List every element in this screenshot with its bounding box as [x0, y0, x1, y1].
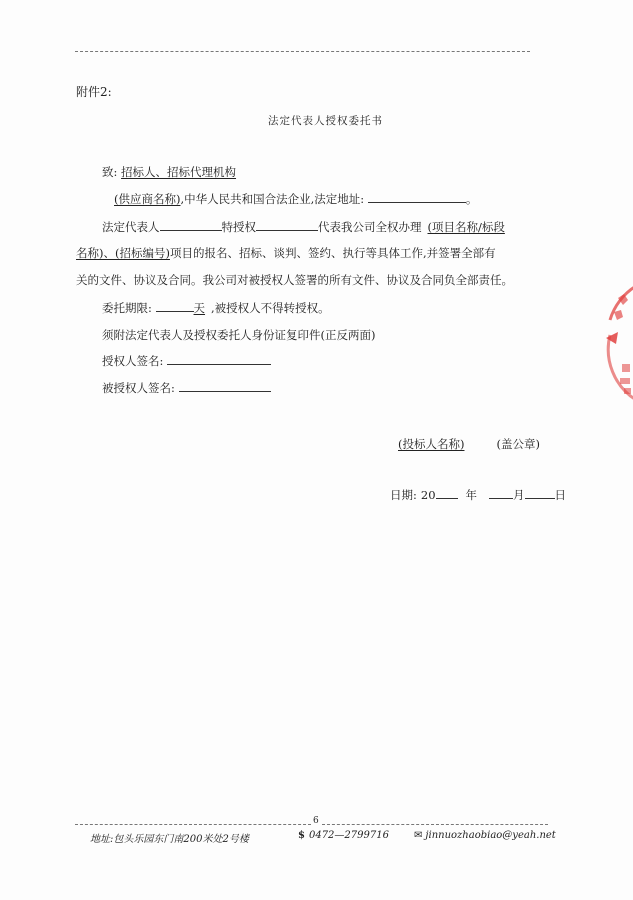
- term-rest: ,被授权人不得转授权。: [211, 301, 330, 315]
- term-days-blank: [156, 300, 194, 312]
- project-name-part1: (项目名称/标段: [427, 220, 505, 234]
- footer-phone: [298, 830, 389, 841]
- date-label: 日期:: [390, 488, 417, 502]
- authorizer-signature-label: 授权人签名:: [102, 354, 164, 368]
- bidder-seal-label: (盖公章): [496, 437, 540, 451]
- term-line: [102, 300, 330, 316]
- authorization-line-3: 关的文件、协议及合同。我公司对被授权人签署的所有文件、协议及合同负全部责任。: [76, 273, 513, 287]
- agent-blank: [256, 219, 318, 231]
- date-line: [390, 487, 566, 503]
- company-seal-partial: [596, 280, 633, 410]
- addressee-value: 招标人、招标代理机构: [121, 165, 237, 179]
- authorizer-signature-line: [102, 353, 271, 369]
- footer-address: 地址:包头乐园东门南200米处2号楼: [90, 834, 249, 845]
- addressee-label: 致:: [102, 165, 118, 179]
- full-power-text: 代表我公司全权办理: [318, 220, 422, 234]
- agent-signature-blank: [179, 380, 271, 392]
- bidder-line: [398, 436, 540, 452]
- date-month: 月: [513, 488, 525, 502]
- project-name-part2: 名称)、(招标编号): [76, 246, 170, 260]
- document-title: 法定代表人授权委托书: [268, 115, 383, 127]
- legal-rep-label: 法定代表人: [102, 220, 160, 234]
- addressee-line: [102, 164, 254, 180]
- phone-icon: $: [298, 830, 305, 841]
- date-day-blank: [525, 487, 555, 499]
- authorization-scope-text: 项目的报名、招标、谈判、签约、执行等具体工作,并签署全部有: [169, 246, 496, 260]
- footer-rule-left: [75, 824, 311, 825]
- attachment-label: 附件2:: [76, 85, 112, 99]
- date-year: 年: [465, 488, 478, 502]
- legal-rep-blank: [160, 219, 222, 231]
- header-rule: [75, 51, 530, 52]
- authorization-line-1: [102, 219, 505, 235]
- page-number: 6: [313, 816, 319, 826]
- supplier-name: (供应商名称): [114, 192, 181, 206]
- authorizer-signature-blank: [167, 353, 271, 365]
- footer-email-address: jinnuozhaobiao@yeah.net: [425, 830, 556, 841]
- legal-address-blank: [368, 191, 466, 203]
- footer-phone-number: 0472—2799716: [308, 830, 389, 841]
- envelope-icon: ✉: [414, 830, 423, 841]
- date-year-prefix: 20: [420, 488, 436, 502]
- seal-icon: [596, 280, 633, 410]
- agent-signature-label: 被授权人签名:: [102, 381, 175, 395]
- special-auth-label: 特授权: [221, 220, 256, 234]
- authorization-line-2: [76, 245, 496, 261]
- term-days-unit: 天: [193, 301, 206, 315]
- supplier-text: ,中华人民共和国合法企业,法定地址:: [180, 192, 365, 206]
- bidder-name: (投标人名称): [398, 437, 465, 451]
- date-year-blank: [436, 487, 458, 499]
- date-day: 日: [554, 488, 567, 502]
- term-label: 委托期限:: [102, 301, 152, 315]
- date-month-blank: [489, 487, 513, 499]
- supplier-line-end: 。: [465, 192, 478, 206]
- footer-rule-right: [322, 824, 548, 825]
- agent-signature-line: [102, 380, 271, 396]
- attachment-note: 须附法定代表人及授权委托人身份证复印件(正反两面): [102, 328, 376, 342]
- footer-email: [414, 830, 556, 841]
- supplier-line: [102, 191, 477, 207]
